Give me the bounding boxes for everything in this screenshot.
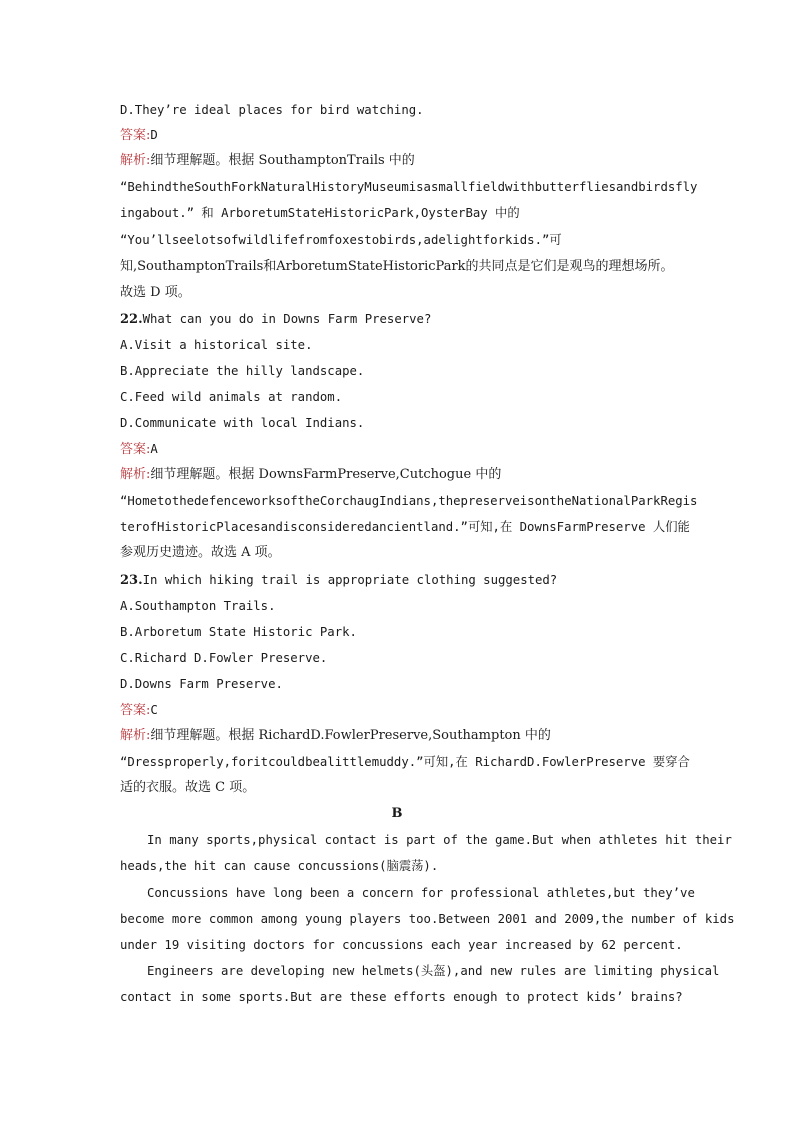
q21-analysis-line-4: “You’llseelotsofwildlifefromfoxestobirds,adelightforkids.”可 bbox=[120, 233, 562, 247]
analysis-text: 细节理解题。根据 DownsFarmPreserve,Cutchogue 中的 bbox=[150, 467, 502, 482]
passage-p2-line-1: Concussions have long been a concern for professional athletes,but they’ve bbox=[147, 886, 695, 900]
q21-answer bbox=[120, 126, 158, 145]
q23-analysis-line-3: 适的衣服。故选 C 项。 bbox=[120, 780, 256, 795]
q22-option-a: A.Visit a historical site. bbox=[120, 338, 313, 352]
q22-option-c: C.Feed wild animals at random. bbox=[120, 390, 343, 404]
q23-answer bbox=[120, 701, 158, 720]
q22-question bbox=[120, 310, 431, 329]
answer-value: A bbox=[150, 442, 158, 456]
passage-p1-line-1: In many sports,physical contact is part of the game.But when athletes hit their bbox=[147, 833, 732, 847]
passage-p2-line-3: under 19 visiting doctors for concussions each year increased by 62 percent. bbox=[120, 938, 683, 952]
answer-value: D bbox=[150, 128, 158, 142]
q22-analysis-line-3: terofHistoricPlacesandisconsideredancientland.”可知,在 DownsFarmPreserve 人们能 bbox=[120, 520, 690, 534]
q21-option-d: D.They’re ideal places for bird watching. bbox=[120, 103, 424, 117]
q22-analysis-line-1 bbox=[120, 466, 501, 484]
analysis-text: 细节理解题。根据 RichardD.FowlerPreserve,Southampton 中的 bbox=[150, 728, 551, 743]
q23-option-d: D.Downs Farm Preserve. bbox=[120, 677, 283, 691]
passage-p1-line-2: heads,the hit can cause concussions(脑震荡). bbox=[120, 859, 439, 873]
section-heading: B bbox=[391, 806, 403, 821]
q23-option-b: B.Arboretum State Historic Park. bbox=[120, 625, 357, 639]
q23-option-a: A.Southampton Trails. bbox=[120, 599, 276, 613]
q22-answer bbox=[120, 440, 158, 459]
answer-label: 答案: bbox=[120, 442, 151, 457]
q21-analysis-line-5: 知,SouthamptonTrails和ArboretumStateHistoricPark的共同点是它们是观鸟的理想场所。 bbox=[120, 259, 674, 274]
q23-analysis-line-1 bbox=[120, 727, 551, 745]
q21-analysis-line-2: “BehindtheSouthForkNaturalHistoryMuseumisasmallfieldwithbutterfliesandbirdsfly bbox=[120, 180, 698, 194]
q21-analysis-line-1 bbox=[120, 152, 415, 170]
q22-option-b: B.Appreciate the hilly landscape. bbox=[120, 364, 365, 378]
question-text: What can you do in Downs Farm Preserve? bbox=[142, 312, 432, 326]
passage-p3-line-2: contact in some sports.But are these efforts enough to protect kids’ brains? bbox=[120, 990, 683, 1004]
analysis-label: 解析: bbox=[120, 728, 151, 743]
q23-analysis-line-2: “Dressproperly,foritcouldbealittlemuddy.”可知,在 RichardD.FowlerPreserve 要穿合 bbox=[120, 755, 690, 769]
q22-option-d: D.Communicate with local Indians. bbox=[120, 416, 365, 430]
q23-option-c: C.Richard D.Fowler Preserve. bbox=[120, 651, 328, 665]
q22-analysis-line-2: “HometothedefenceworksoftheCorchaugIndians,thepreserveisontheNationalParkRegis bbox=[120, 494, 698, 508]
q22-analysis-line-4: 参观历史遗迹。故选 A 项。 bbox=[120, 545, 281, 560]
question-text: In which hiking trail is appropriate clothing suggested? bbox=[142, 573, 558, 587]
q21-analysis-line-6: 故选 D 项。 bbox=[120, 285, 191, 300]
question-number: 23. bbox=[120, 573, 143, 588]
answer-value: C bbox=[150, 703, 158, 717]
passage-p3-line-1: Engineers are developing new helmets(头盔),and new rules are limiting physical bbox=[147, 964, 720, 978]
answer-label: 答案: bbox=[120, 703, 151, 718]
analysis-label: 解析: bbox=[120, 153, 151, 168]
analysis-text: 细节理解题。根据 SouthamptonTrails 中的 bbox=[150, 153, 415, 168]
passage-p2-line-2: become more common among young players too.Between 2001 and 2009,the number of kids bbox=[120, 912, 735, 926]
analysis-label: 解析: bbox=[120, 467, 151, 482]
q21-analysis-line-3: ingabout.” 和 ArboretumStateHistoricPark,OysterBay 中的 bbox=[120, 206, 520, 220]
q23-question bbox=[120, 571, 557, 590]
question-number: 22. bbox=[120, 312, 143, 327]
answer-label: 答案: bbox=[120, 128, 151, 143]
